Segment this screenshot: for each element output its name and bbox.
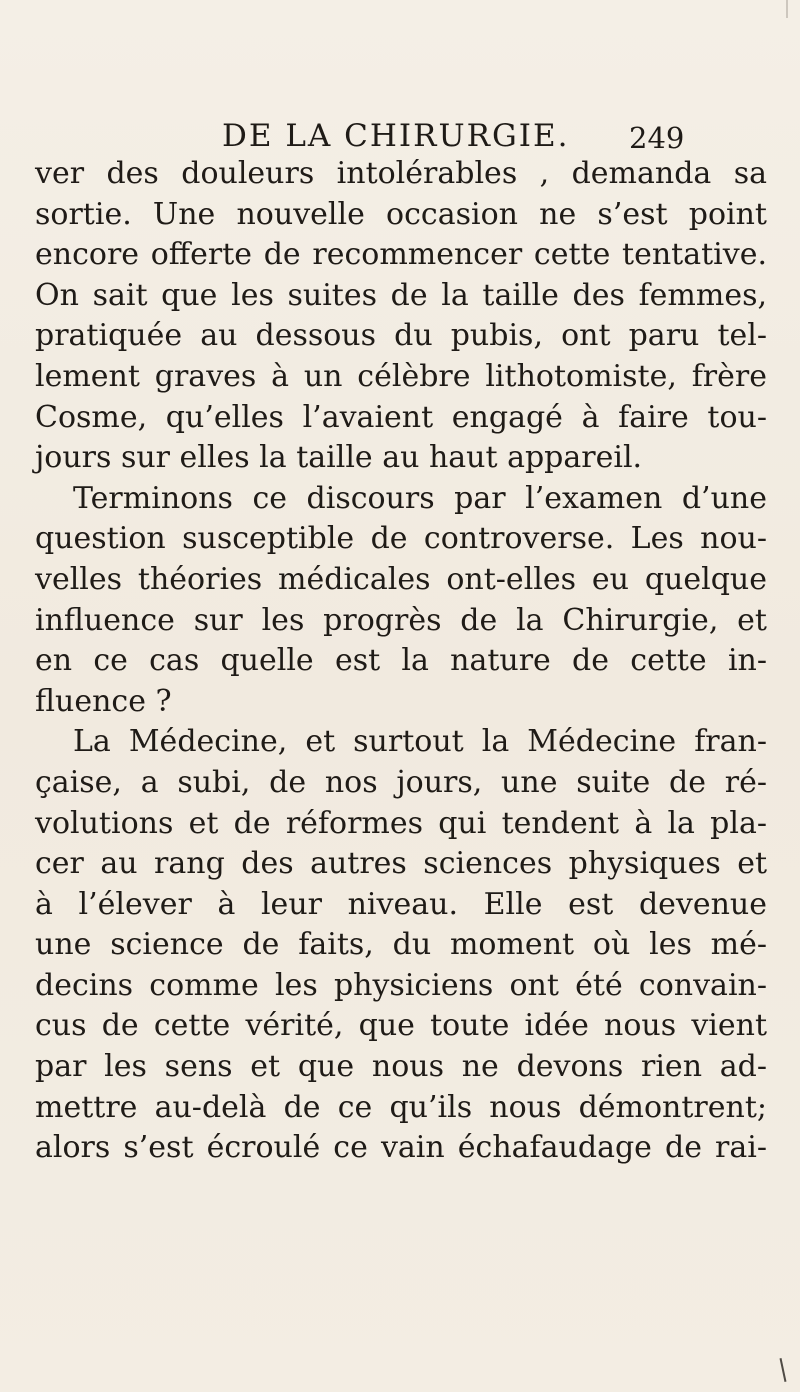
page-number: 249 [629, 121, 685, 155]
text-line: volutions et de réformes qui tendent à la pla- [35, 805, 767, 841]
text-line: une science de faits, du moment où les mé- [35, 927, 767, 963]
paragraph-start-line: La Médecine, et surtout la Médecine fran- [73, 724, 767, 760]
page-edge-mark [786, 0, 788, 18]
text-line: cer au rang des autres sciences physiques et [35, 846, 767, 882]
text-line: jours sur elles la taille au haut appareil. [35, 440, 643, 476]
running-title: DE LA CHIRURGIE. [222, 118, 570, 154]
text-line: fluence ? [35, 683, 172, 719]
body-text [35, 154, 767, 1169]
text-line: ver des douleurs intolérables , demanda sa [35, 156, 767, 191]
text-line: mettre au-delà de ce qu’ils nous démontrent; [35, 1089, 767, 1125]
text-line: en ce cas quelle est la nature de cette in- [35, 643, 767, 679]
text-line: On sait que les suites de la taille des femmes, [35, 277, 767, 313]
text-line: encore offerte de recommencer cette tentative. [35, 237, 767, 273]
text-line: çaise, a subi, de nos jours, une suite de ré- [35, 764, 767, 800]
text-line: velles théories médicales ont-elles eu quelque [35, 561, 767, 597]
text-line: à l’élever à leur niveau. Elle est devenue [35, 886, 767, 922]
text-line: cus de cette vérité, que toute idée nous vient [35, 1008, 767, 1044]
text-line: sortie. Une nouvelle occasion ne s’est point [35, 196, 767, 232]
text-line: lement graves à un célèbre lithotomiste, frère [35, 358, 767, 394]
ink-mark [780, 1358, 787, 1382]
page-header [0, 118, 800, 158]
text-line: question susceptible de controverse. Les nou- [35, 521, 767, 557]
text-line: decins comme les physiciens ont été convain- [35, 967, 767, 1003]
text-line: par les sens et que nous ne devons rien ad- [35, 1049, 767, 1085]
text-line: influence sur les progrès de la Chirurgie, et [35, 602, 767, 638]
text-line: Cosme, qu’elles l’avaient engagé à faire tou- [35, 399, 767, 435]
text-line: alors s’est écroulé ce vain échafaudage de rai- [35, 1130, 767, 1166]
paragraph-start-line: Terminons ce discours par l’examen d’une [73, 480, 767, 516]
text-line: pratiquée au dessous du pubis, ont paru tel- [35, 318, 767, 354]
